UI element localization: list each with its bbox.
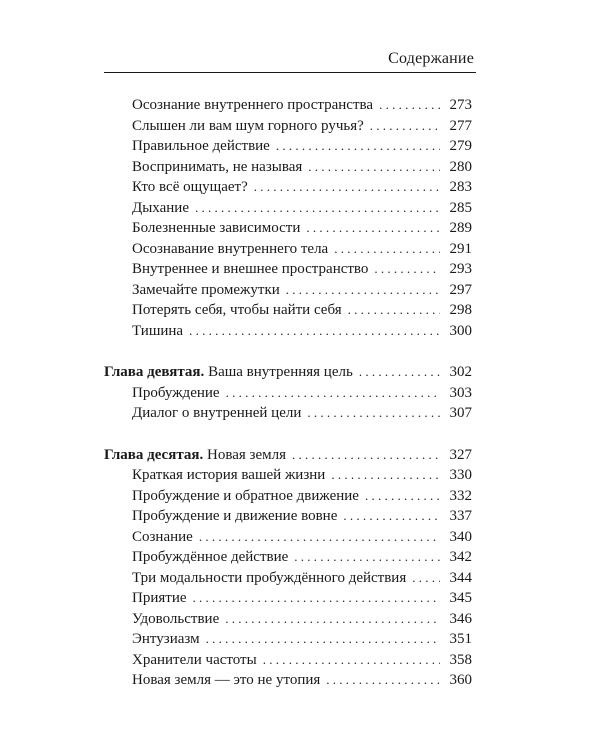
entry-text: Пробуждение [132,384,220,401]
entry-text: Сознание [132,528,193,545]
toc-entry-title [132,527,193,547]
page-number: 283 [449,179,472,195]
toc-entry-title [132,300,342,320]
page-number: 302 [449,364,472,380]
entry-text: Новая земля [207,446,286,463]
dot-leader [370,116,440,136]
toc-entry [132,239,472,259]
dot-leader [307,403,440,423]
entry-text: Хранители частоты [132,651,257,668]
toc-entry-title [132,486,359,506]
toc-entry-title [132,177,248,197]
dot-leader [226,383,440,403]
entry-text: Приятие [132,590,187,606]
dot-leader [254,177,440,197]
toc-entry [132,609,472,629]
dot-leader [294,547,440,567]
toc-entry [132,300,472,320]
toc-entry [132,486,472,506]
page-number: 285 [449,199,472,216]
entry-text: Воспринимать, не называя [132,158,303,175]
page-number: 279 [449,138,472,154]
dot-leader [379,95,440,115]
toc-entry [132,177,472,197]
toc-entry-title [132,239,328,259]
page-number: 291 [449,240,472,257]
page-number: 345 [449,590,472,606]
toc-entry [132,547,472,567]
toc-entry-title [132,280,280,300]
entry-text: Тишина [132,322,184,339]
dot-leader [225,609,440,629]
toc-entry-title [132,218,300,238]
toc-entry-title [132,116,364,136]
entry-text: Удовольствие [132,610,220,627]
entry-text: Краткая история вашей жизни [132,467,326,483]
dot-leader [343,506,440,526]
page-number: 277 [449,117,472,134]
toc-entry-title [132,403,301,423]
dot-leader [374,259,440,279]
toc-entry [132,527,472,547]
entry-text: Энтузиазм [132,631,200,647]
page-number: 327 [449,446,472,463]
toc-entry [132,259,472,279]
toc-entry-title [132,465,325,485]
toc-entry [132,629,472,649]
dot-leader [326,670,440,690]
dot-leader [199,527,440,547]
toc-entry-title [132,629,200,649]
dot-leader [292,445,440,465]
page-number: 307 [449,405,472,421]
entry-text: Кто всё ощущает? [132,179,248,195]
page-number: 298 [449,302,472,318]
toc-entry [132,403,472,423]
entry-text: Осознание внутреннего пространства [132,97,374,113]
dot-leader [276,136,440,156]
dot-leader [195,198,440,218]
toc-entry-title [104,362,353,382]
page-number: 273 [449,97,472,113]
toc-entry-title [132,588,187,608]
page-number: 300 [449,322,472,339]
entry-text: Замечайте промежутки [132,281,280,298]
dot-leader [193,588,441,608]
page-number: 289 [449,220,472,236]
toc-entry-title [132,198,189,218]
dot-leader [365,486,440,506]
entry-text: Пробуждение и обратное движение [132,487,359,504]
chapter-label: Глава десятая. [104,446,204,463]
page-number: 351 [449,631,472,647]
entry-text: Потерять себя, чтобы найти себя [132,302,342,318]
toc-entry-title [104,445,286,465]
page-number: 332 [449,487,472,504]
entry-text: Пробуждение и движение вовне [132,508,338,524]
toc-entry [132,383,472,403]
dot-leader [189,321,440,341]
toc-entry-title [132,383,220,403]
toc-entry [132,465,472,485]
toc-entry [132,670,472,690]
toc-entry [132,136,472,156]
toc-entry [132,280,472,300]
page-number: 340 [449,528,472,545]
toc-entry-title [132,609,219,629]
toc-entry-title [132,670,320,690]
dot-leader [412,568,440,588]
toc-entry-title [132,259,368,279]
page-number: 360 [449,672,472,688]
page-number: 344 [449,569,472,586]
toc-entry [132,116,472,136]
chapter-label: Глава девятая. [104,364,205,380]
entry-text: Дыхание [132,199,189,216]
entry-text: Слышен ли вам шум горного ручья? [132,117,364,134]
toc-entry-title [132,95,373,115]
toc-entry-title [132,568,406,588]
toc-entry [132,321,472,341]
entry-text: Три модальности пробуждённого действия [132,569,407,586]
page-number: 342 [449,549,472,565]
toc-entry [132,568,472,588]
toc-entry [132,588,472,608]
toc-entry-title [132,650,257,670]
entry-text: Пробуждённое действие [132,549,289,565]
page-number: 280 [449,158,472,175]
toc-entry-title [132,506,337,526]
entry-text: Диалог о внутренней цели [132,405,302,421]
page-number: 330 [449,467,472,483]
toc-entry-title [132,136,270,156]
toc-entry [132,650,472,670]
running-head: Содержание [388,50,474,67]
page-number: 303 [449,384,472,401]
page-number: 346 [449,610,472,627]
toc-entry [132,506,472,526]
page-number: 337 [449,508,472,524]
toc-entry-title [132,157,302,177]
toc-entry [132,198,472,218]
dot-leader [334,239,440,259]
dot-leader [306,218,440,238]
dot-leader [206,629,440,649]
page-number: 358 [449,651,472,668]
entry-text: Внутреннее и внешнее пространство [132,261,369,277]
entry-text: Осознавание внутреннего тела [132,240,329,257]
toc-entry [132,218,472,238]
dot-leader [286,280,440,300]
toc-chapter [104,362,472,382]
page-number: 293 [449,261,472,277]
dot-leader [359,362,440,382]
dot-leader [308,157,440,177]
toc-entry-title [132,321,183,341]
header-rule [104,72,476,73]
page-number: 297 [449,281,472,298]
entry-text: Правильное действие [132,138,270,154]
toc-entry [132,95,472,115]
toc-entry-title [132,547,288,567]
entry-text: Новая земля — это не утопия [132,672,321,688]
toc-entry [132,157,472,177]
dot-leader [263,650,440,670]
entry-text: Ваша внутренняя цель [208,364,353,380]
entry-text: Болезненные зависимости [132,220,301,236]
toc-chapter [104,445,472,465]
dot-leader [348,300,440,320]
dot-leader [331,465,440,485]
